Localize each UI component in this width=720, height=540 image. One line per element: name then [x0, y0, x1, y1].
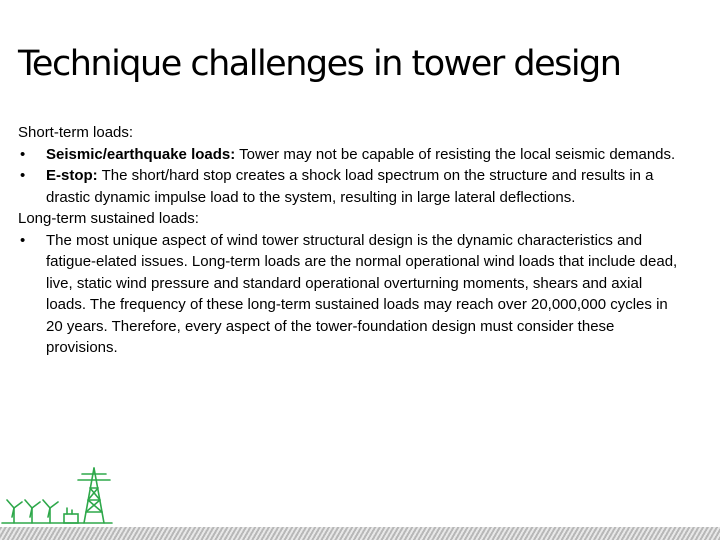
bullet-text: Tower may not be capable of resisting the local seismic demands.: [235, 145, 676, 163]
section-heading-long-term: Long-term sustained loads:: [18, 210, 199, 227]
bullet-marker: •: [20, 145, 26, 163]
footer-band: [0, 527, 720, 540]
bullet-marker: •: [20, 231, 26, 249]
section-heading-short-term: Short-term loads:: [18, 124, 134, 141]
bullet-seismic: [18, 144, 678, 166]
slide-title: Technique challenges in tower design: [18, 44, 621, 84]
bullet-text: The most unique aspect of wind tower structural design is the dynamic characteristics and fatigue-elated issues. Long-term loads are the normal operational wind loads that include dead, live, static wind pressure and standard operational overturning moments, shears and axial loads. The frequency of these long-term sustained loads may reach over 20,000,000 cycles in 20 years. Therefore, every aspect of the tower-foundation design must consider these provisions.: [46, 231, 678, 356]
wind-turbines-transmission-tower-icon: [0, 462, 116, 528]
bullet-long-term: [18, 230, 678, 359]
bullet-marker: •: [20, 167, 26, 184]
bullet-estop: [18, 165, 678, 208]
bullet-text: The short/hard stop creates a shock load spectrum on the structure and results in a drastic dynamic impulse load to the system, resulting in large lateral deflections.: [46, 167, 654, 206]
bullet-lead: E-stop:: [46, 167, 98, 184]
slide-body: [18, 122, 678, 359]
bullet-lead: Seismic/earthquake loads:: [46, 145, 236, 163]
